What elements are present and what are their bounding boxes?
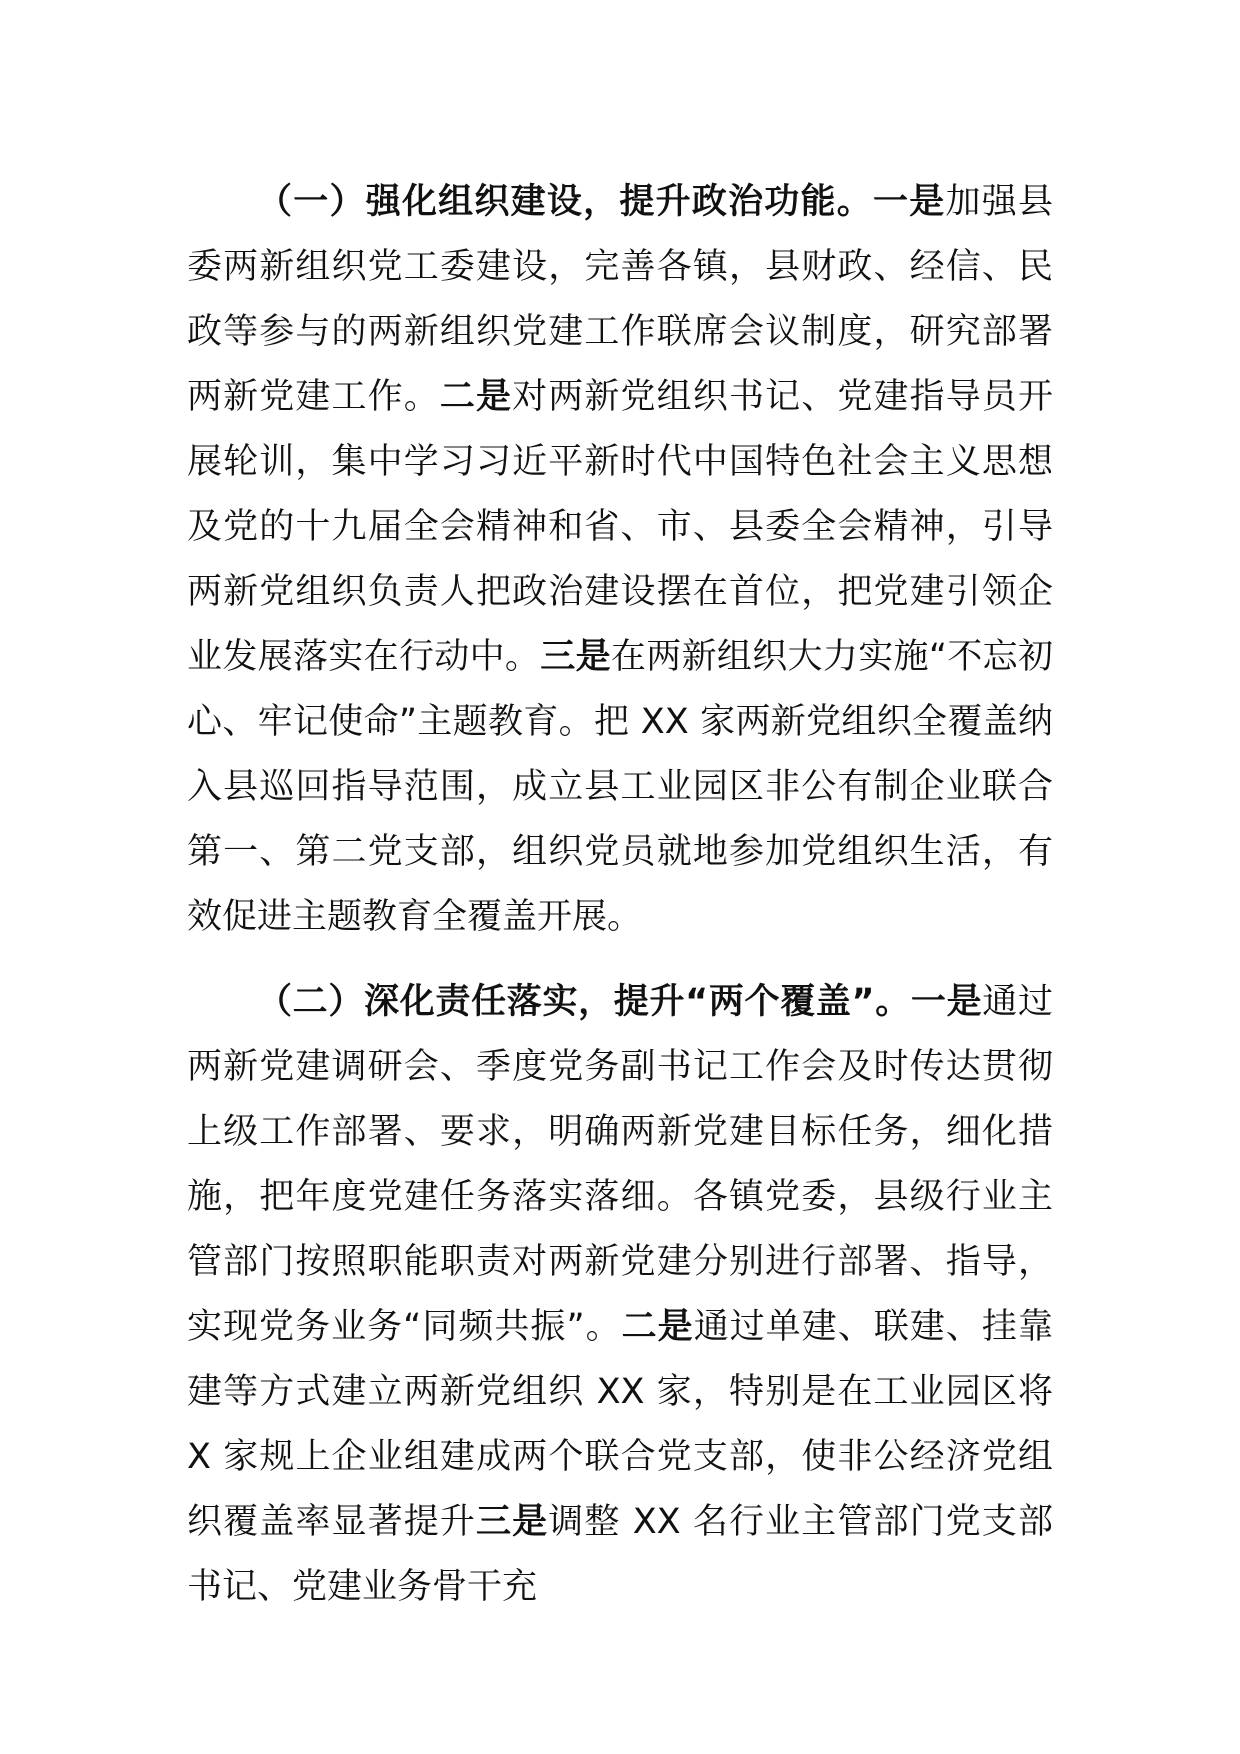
point-label: 一是 [910,982,983,1022]
point-label: 二是 [621,1307,694,1347]
paragraph-2 [187,970,1053,1620]
point-text: 调整 XX 名行业主管部门党支部书记、党建业务骨干充 [187,1502,1053,1607]
point-text: 对两新党组织书记、党建指导员开展轮训，集中学习习近平新时代中国特色社会主义思想及党的十九届全会精神和省、市、县委全会精神，引导两新党组织负责人把政治建设摆在首位，把党建引领企业发展落实在行动中。 [187,377,1053,677]
point-label: 三是 [540,637,611,677]
point-label: 二是 [439,377,513,417]
section-heading-1: （一）强化组织建设，提升政治功能。 [257,182,874,222]
point-text: 在两新组织大力实施“不忘初心、牢记使命”主题教育。把 XX 家两新党组织全覆盖纳入县巡回指导范围，成立县工业园区非公有制企业联合第一、第二党支部，组织党员就地参加党组织生活，有效促进主题教育全覆盖开展。 [187,637,1053,937]
point-text: 加强县委两新组织党工委建设，完善各镇，县财政、经信、民政等参与的两新组织党建工作联席会议制度，研究部署两新党建工作。 [187,182,1053,417]
section-heading-2: （二）深化责任落实，提升“两个覆盖”。 [257,982,911,1022]
paragraph-1 [187,170,1053,950]
point-label: 一是 [873,182,946,222]
point-text: 通过两新党建调研会、季度党务副书记工作会及时传达贯彻上级工作部署、要求，明确两新党建目标任务，细化措施，把年度党建任务落实落细。各镇党委，县级行业主管部门按照职能职责对两新党建分别进行部署、指导，实现党务业务“同频共振”。 [187,982,1053,1347]
point-label: 三是 [475,1502,549,1542]
document-body [187,170,1053,1620]
point-text: 通过单建、联建、挂靠建等方式建立两新党组织 XX 家，特别是在工业园区将 X 家规上企业组建成两个联合党支部，使非公经济党组织覆盖率显著提升 [187,1307,1053,1542]
